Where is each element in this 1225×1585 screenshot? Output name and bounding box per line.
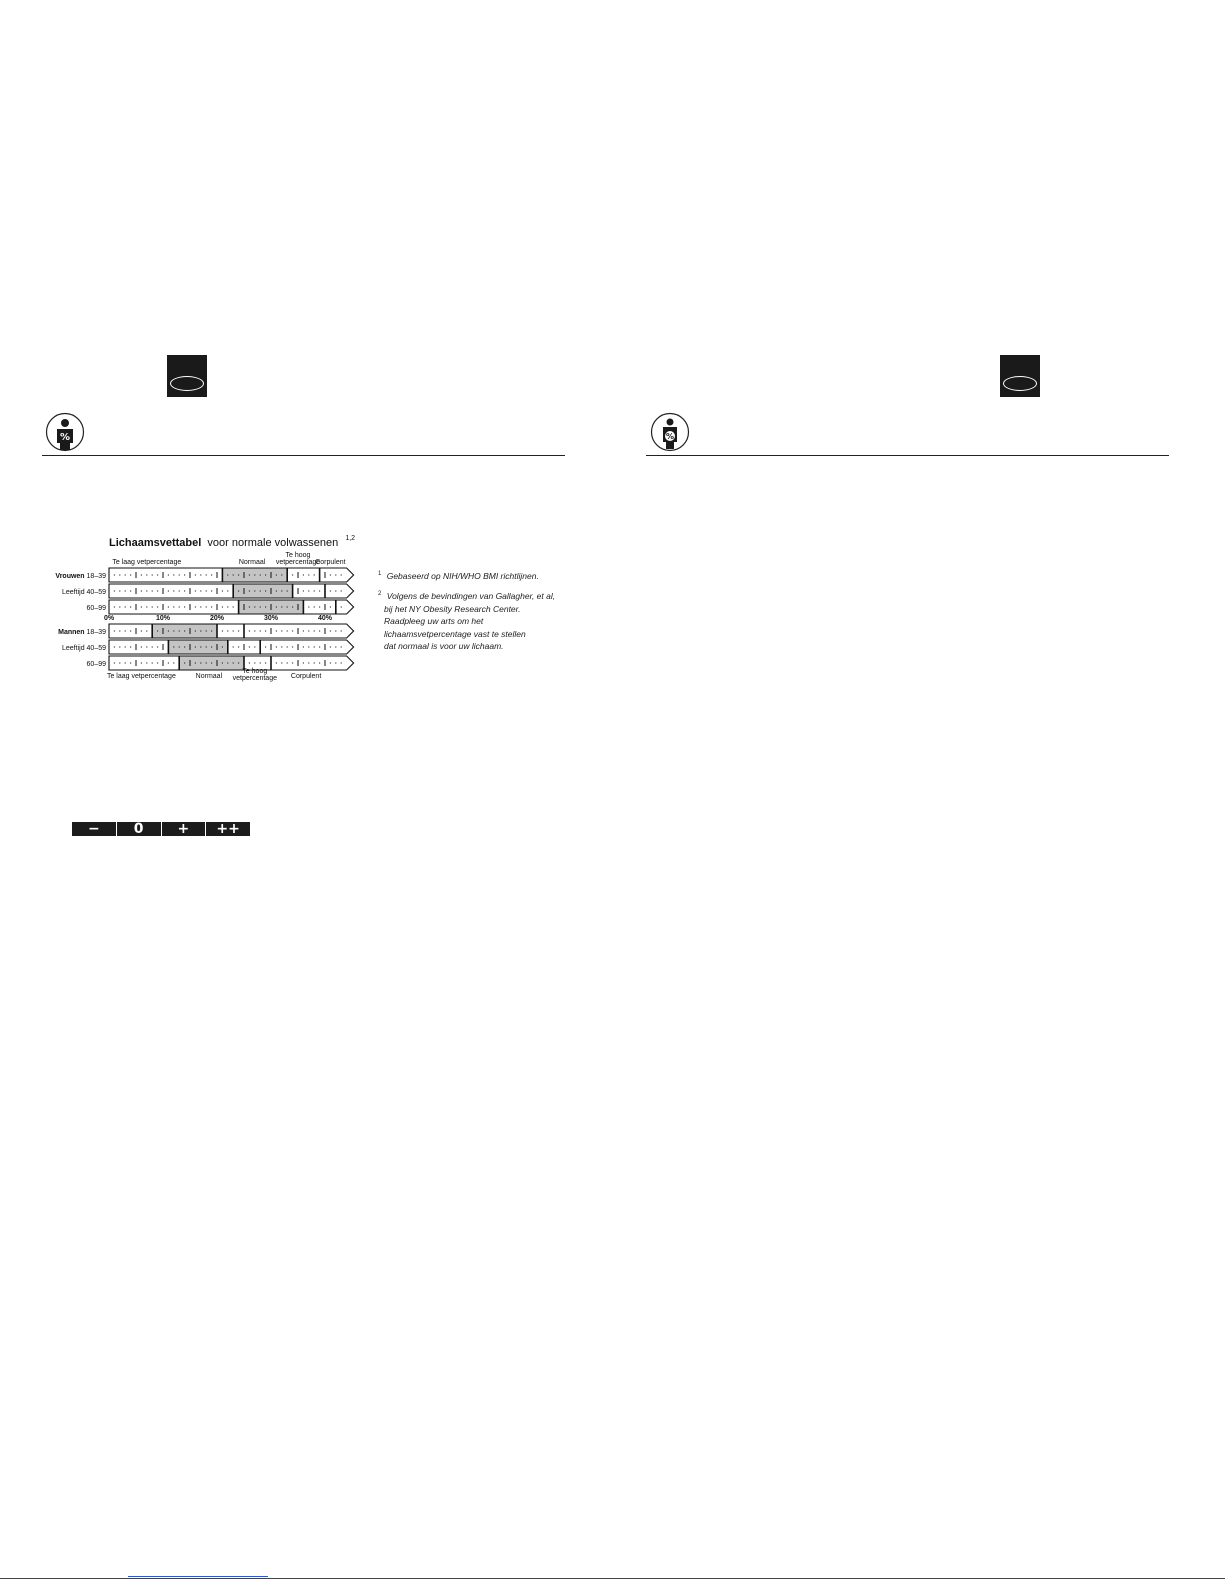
footnote-2-num: 2 bbox=[378, 591, 382, 598]
row-label: Leeftijd 40–59 bbox=[62, 645, 106, 652]
axis-tick-label: 10% bbox=[155, 615, 171, 622]
normal-range-bar bbox=[233, 584, 292, 598]
section-tab-left bbox=[167, 355, 207, 397]
age-range: 18–39 bbox=[86, 573, 106, 580]
top-label-normal: Normaal bbox=[238, 559, 266, 566]
row-arrow-outline bbox=[109, 600, 354, 614]
level-minus: − bbox=[72, 822, 117, 836]
level-plus-plus: ++ bbox=[216, 821, 240, 837]
row-label: 60–99 bbox=[86, 605, 106, 612]
footnote-2-line: Volgens de bevindingen van Gallagher, et al, bbox=[386, 591, 556, 602]
tab-oval-icon bbox=[170, 376, 204, 391]
header-rule-right bbox=[646, 455, 1169, 456]
age-range: 18–39 bbox=[86, 629, 106, 636]
row-label bbox=[58, 629, 106, 636]
bottom-label-obese: Corpulent bbox=[290, 673, 322, 680]
bottom-label-high-2: vetpercentage bbox=[232, 675, 277, 682]
percent-symbol: % bbox=[665, 432, 675, 441]
footnote-2-line: bij het NY Obesity Research Center. bbox=[384, 603, 521, 614]
top-label-high-1: Te hoog bbox=[285, 552, 311, 559]
level-zero: 0 bbox=[117, 822, 162, 836]
level-indicator-bar bbox=[72, 822, 250, 836]
header-rule-left bbox=[42, 455, 565, 456]
axis-tick-label: 30% bbox=[263, 615, 279, 622]
footnote-1-num: 1 bbox=[378, 571, 382, 577]
bottom-link-underline bbox=[128, 1576, 268, 1577]
row-arrow-outline bbox=[109, 624, 354, 638]
body-fat-person-icon-left bbox=[45, 412, 85, 452]
row-arrow-outline bbox=[109, 640, 354, 654]
footnote-2-line: lichaamsvetpercentage vast te stellen bbox=[384, 628, 526, 639]
axis-tick-label: 0% bbox=[103, 615, 115, 622]
bottom-label-low: Te laag vetpercentage bbox=[106, 673, 176, 680]
footnotes bbox=[378, 568, 555, 653]
footnote-2-line: Raadpleeg uw arts om het bbox=[384, 616, 484, 627]
top-label-obese: Corpulent bbox=[315, 559, 346, 566]
chart-title-sup: 1,2 bbox=[345, 535, 356, 542]
bottom-label-high-1: Te hoog bbox=[242, 668, 268, 675]
tab-oval-icon bbox=[1003, 376, 1037, 391]
footnote-2 bbox=[378, 588, 555, 652]
footnote-2-line: dat normaal is voor uw lichaam. bbox=[384, 641, 504, 652]
footnote-1 bbox=[378, 568, 555, 582]
top-label-high-2: vetpercentage bbox=[275, 559, 321, 566]
percent-symbol: % bbox=[59, 432, 71, 443]
top-label-low: Te laag vetpercentage bbox=[112, 559, 182, 566]
row-label: 60–99 bbox=[86, 661, 106, 668]
row-label: Leeftijd 40–59 bbox=[62, 589, 106, 596]
chart-title-bold: Lichaamsvettabel bbox=[109, 537, 202, 549]
footnote-1-text: Gebaseerd op NIH/WHO BMI richtlijnen. bbox=[386, 570, 539, 581]
normal-range-bar bbox=[168, 640, 227, 654]
chart-title-rest: voor normale volwassenen bbox=[207, 537, 339, 549]
axis-tick-label: 40% bbox=[317, 615, 333, 622]
row-label bbox=[55, 573, 106, 580]
axis-tick-label: 20% bbox=[209, 615, 225, 622]
level-plus: + bbox=[162, 822, 207, 836]
section-tab-right bbox=[1000, 355, 1040, 397]
body-fat-person-icon-right bbox=[650, 412, 690, 452]
bottom-rule bbox=[0, 1578, 1225, 1579]
chart-title bbox=[109, 535, 355, 549]
row-arrow-outline bbox=[109, 584, 354, 598]
group-name: Vrouwen bbox=[55, 573, 87, 580]
group-name: Mannen bbox=[58, 629, 87, 636]
bottom-label-normal: Normaal bbox=[195, 673, 223, 680]
